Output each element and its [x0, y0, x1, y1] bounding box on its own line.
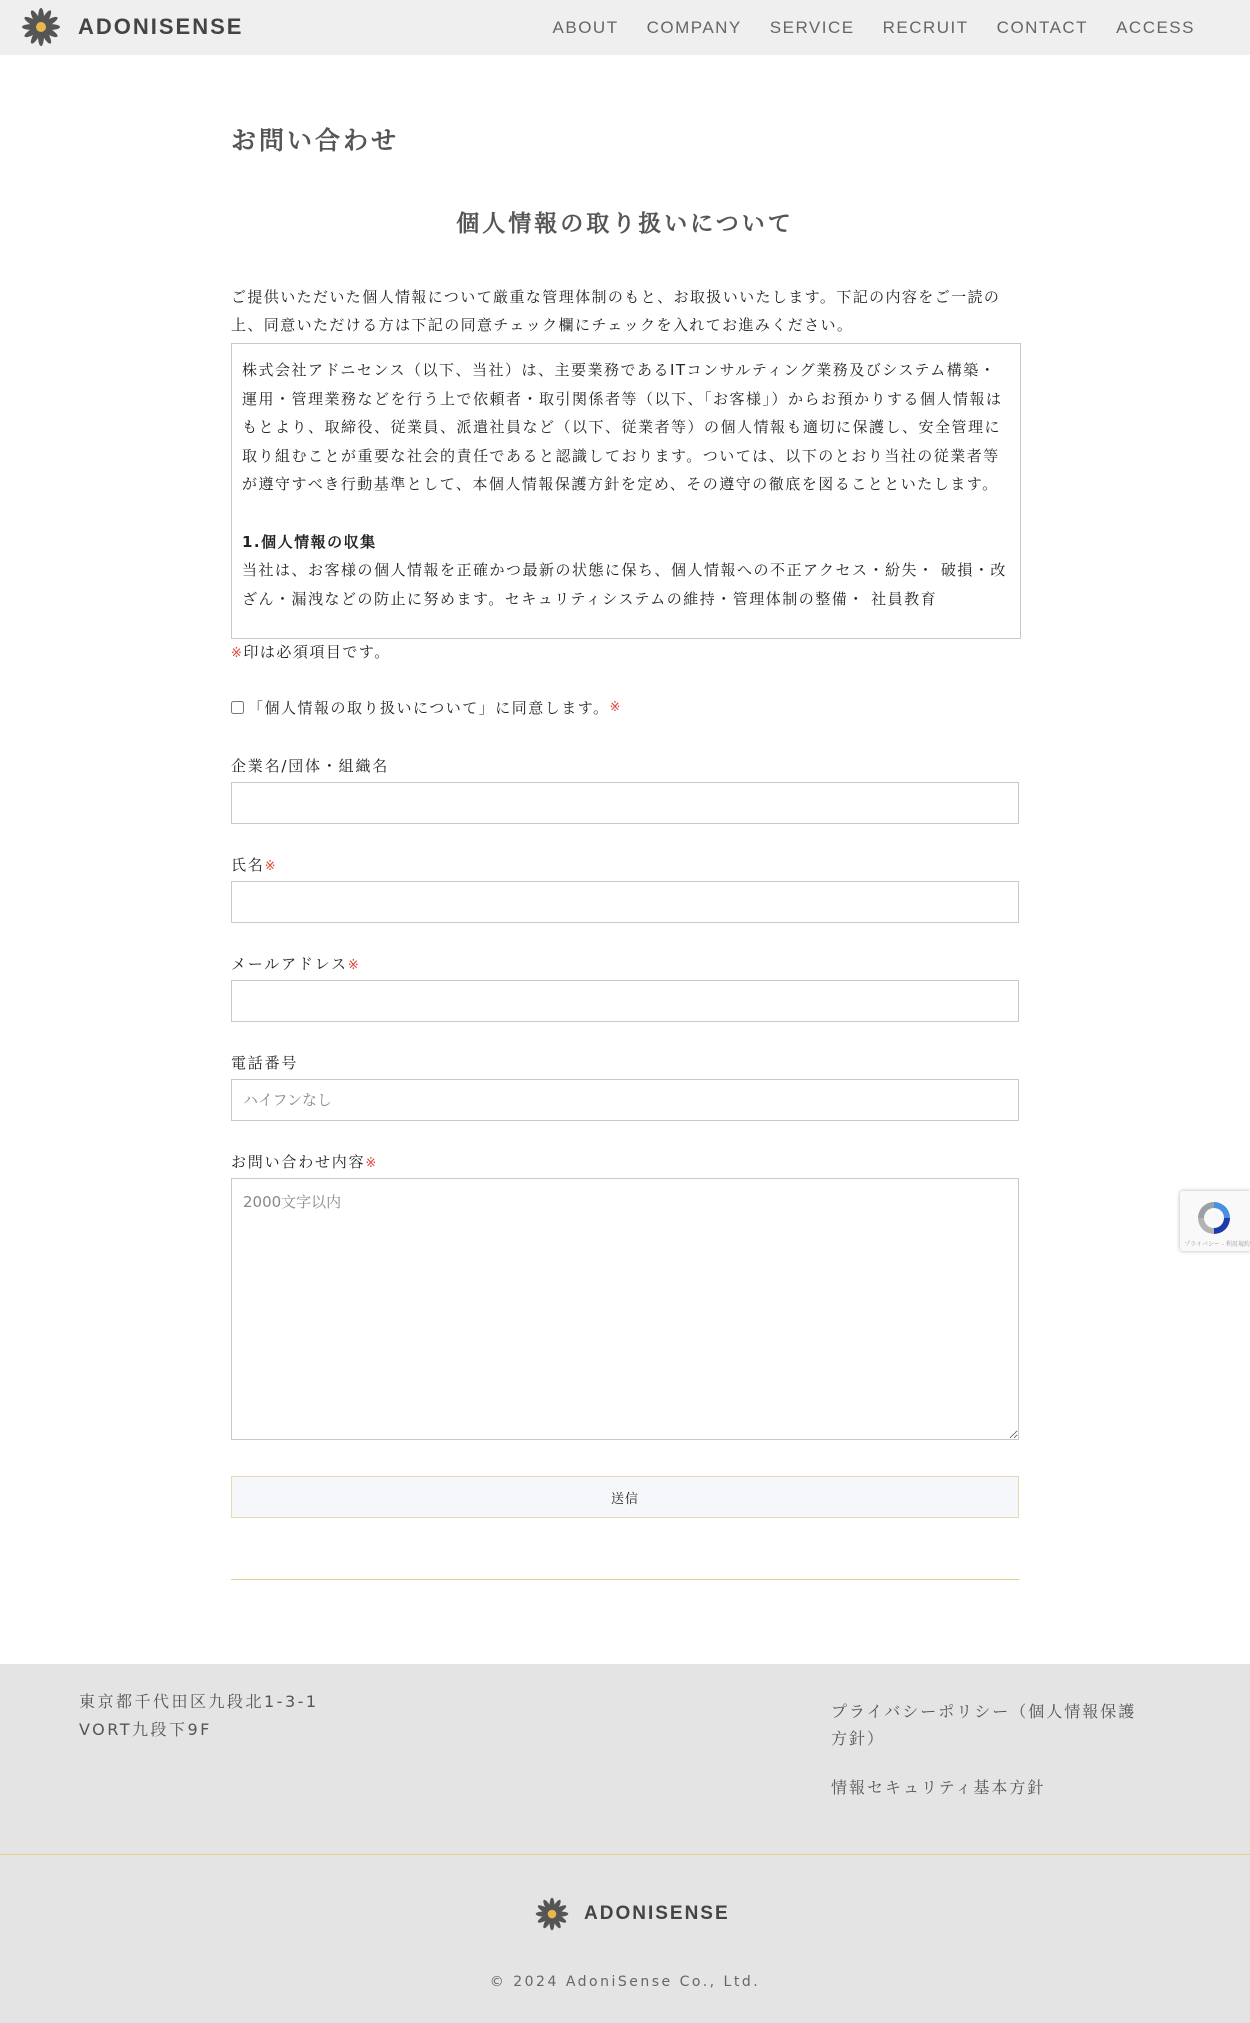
brand-logo[interactable] — [20, 6, 243, 48]
footer-logo[interactable] — [534, 1896, 730, 1932]
email-label — [231, 953, 361, 974]
required-note-text: 印は必須項目です。 — [243, 643, 391, 661]
brand-name: ADONISENSE — [78, 14, 244, 39]
site-footer — [0, 1664, 1250, 2023]
message-textarea[interactable] — [231, 1178, 1019, 1440]
required-note — [231, 641, 391, 662]
nav-item-recruit[interactable]: RECRUIT — [882, 17, 969, 37]
flower-logo-icon — [20, 6, 62, 48]
required-mark: ※ — [609, 700, 622, 715]
company-address — [79, 1688, 319, 1744]
copyright: © 2024 AdoniSense Co., Ltd. — [489, 1974, 761, 1990]
submit-button[interactable]: 送信 — [231, 1476, 1019, 1518]
nav-item-company[interactable]: COMPANY — [646, 17, 742, 37]
nav-item-about[interactable]: ABOUT — [552, 17, 619, 37]
required-mark: ※ — [347, 958, 361, 973]
recaptcha-terms[interactable]: プライバシー - 利用規約 — [1184, 1241, 1250, 1248]
phone-input[interactable] — [231, 1079, 1019, 1121]
policy-heading: 1.個人情報の収集 — [242, 532, 377, 551]
privacy-policy-scrollbox[interactable] — [231, 343, 1021, 639]
recaptcha-badge[interactable] — [1180, 1191, 1250, 1251]
footer-brand-name: ADONISENSE — [584, 1903, 730, 1924]
page-title: お問い合わせ — [231, 126, 400, 155]
required-mark: ※ — [264, 859, 278, 874]
intro-text: ご提供いただいた個人情報について厳重な管理体制のもと、お取扱いいたします。下記の内容をご一読の上、同意いただける方は下記の同意チェック欄にチェックを入れてお進みください。 — [231, 288, 1001, 334]
agree-label: 「個人情報の取り扱いについて」に同意します。 — [248, 699, 610, 717]
nav-item-service[interactable]: SERVICE — [769, 17, 855, 37]
section-title: 個人情報の取り扱いについて — [456, 211, 794, 237]
phone-label — [231, 1052, 298, 1073]
security-policy-link[interactable]: 情報セキュリティ基本方針 — [831, 1778, 1046, 1797]
footer-divider — [0, 1854, 1250, 1855]
company-label-text: 企業名/団体・組織名 — [231, 757, 390, 775]
nav-item-access[interactable]: ACCESS — [1116, 17, 1195, 37]
name-label-text: 氏名 — [231, 856, 265, 874]
company-input[interactable] — [231, 782, 1019, 824]
policy-paragraph: 当社は、お客様の個人情報を正確かつ最新の状態に保ち、個人情報への不正アクセス・紛失・ 破損・改ざん・漏洩などの防止に努めます。セキュリティシステムの維持・管理体制の整備・ 社員教育 — [242, 561, 1007, 608]
required-mark: ※ — [365, 1156, 379, 1171]
site-header — [0, 0, 1250, 55]
email-input[interactable] — [231, 980, 1019, 1022]
agree-checkbox[interactable] — [231, 701, 244, 714]
policy-paragraph: 株式会社アドニセンス（以下、当社）は、主要業務であるITコンサルティング業務及びシステム構築・運用・管理業務などを行う上で依頼者・取引関係者等（以下、「お客様」）からお預かりする個人情報はもとより、取締役、従業員、派遣社員など（以下、従業者等）の個人情報も適切に保護し、安全管理に取り組むことが重要な社会的責任であると認識しております。ついては、以下のとおり当社の従業者等が遵守すべき行動基準として、本個人情報保護方針を定め、その遵守の徹底を図ることといたします。 — [242, 361, 1003, 494]
privacy-policy-link[interactable]: プライバシーポリシー（個人情報保護方針） — [831, 1702, 1137, 1748]
main-nav — [525, 0, 1195, 55]
address-line: 東京都千代田区九段北1-3-1 — [79, 1692, 319, 1711]
required-mark: ※ — [231, 646, 244, 661]
message-label — [231, 1151, 378, 1172]
name-label — [231, 854, 277, 875]
nav-item-contact[interactable]: CONTACT — [996, 17, 1089, 37]
divider — [231, 1579, 1019, 1580]
address-line: VORT九段下9F — [79, 1720, 212, 1739]
name-input[interactable] — [231, 881, 1019, 923]
message-label-text: お問い合わせ内容 — [231, 1153, 366, 1171]
phone-label-text: 電話番号 — [231, 1054, 299, 1072]
footer-links — [831, 1698, 1151, 1801]
email-label-text: メールアドレス — [231, 955, 348, 973]
company-label — [231, 755, 389, 776]
recaptcha-icon — [1194, 1198, 1234, 1238]
agree-row[interactable] — [231, 697, 622, 718]
flower-logo-icon — [534, 1896, 570, 1932]
